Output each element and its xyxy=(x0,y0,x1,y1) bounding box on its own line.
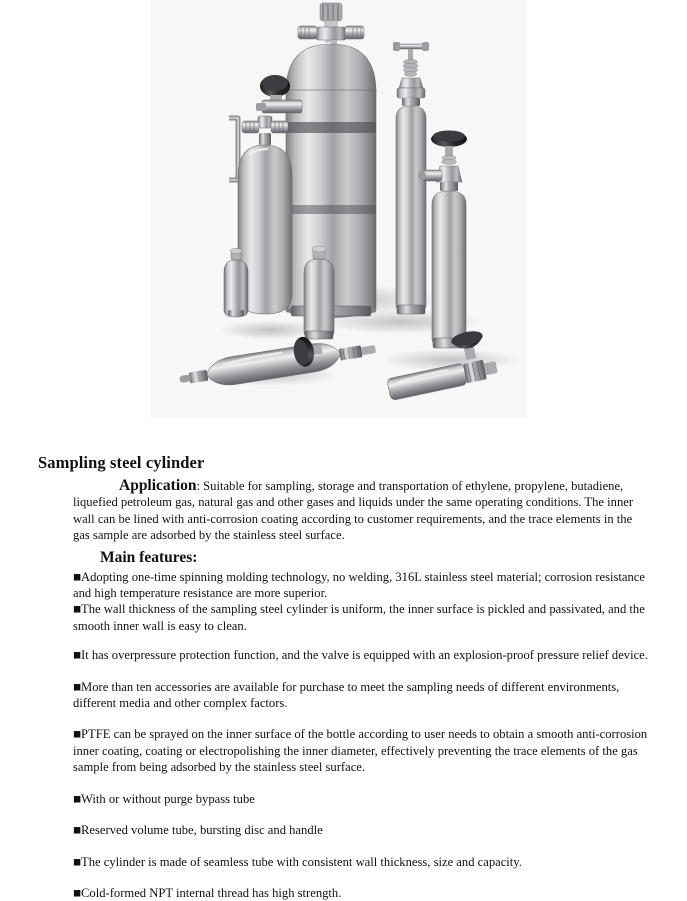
bullet-icon: ■ xyxy=(73,888,82,899)
feature-text: Reserved volume tube, bursting disc and handle xyxy=(81,823,323,838)
feature-text: The wall thickness of the sampling steel cylinder is uniform, the inner surface is pickled and passivated, and the smooth inner wall is easy to clean. xyxy=(73,602,645,633)
bullet-icon: ■ xyxy=(73,682,82,693)
feature-text: Adopting one-time spinning molding technology, no welding, 316L stainless steel material; corrosion resistance and high temperature resistance are more superior. xyxy=(73,569,645,601)
application-separator: : xyxy=(196,479,204,493)
application-paragraph xyxy=(0,478,687,544)
bullet-icon: ■ xyxy=(73,604,82,615)
feature-item-7 xyxy=(0,822,687,838)
feature-item-4 xyxy=(0,679,687,712)
feature-text: It has overpressure protection function, and the valve is equipped with an explosion-proof pressure relief device. xyxy=(81,648,648,663)
product-photo-illustration xyxy=(150,0,527,418)
bullet-icon: ■ xyxy=(73,825,82,836)
application-text: Suitable for sampling, storage and transportation of ethylene, propylene, butadiene, liquefied petroleum gas, natural gas and other gases and liquids under the same operating conditions. The inner wall can be lined with anti-corrosion coating according to customer requirements, and the trace elements in the gas sample are adsorbed by the stainless steel surface. xyxy=(73,479,634,543)
feature-item-6 xyxy=(0,791,687,807)
product-photo xyxy=(150,0,527,418)
feature-item-1 xyxy=(0,569,687,602)
feature-item-2 xyxy=(0,601,687,634)
bullet-icon: ■ xyxy=(73,572,82,583)
main-features-heading: Main features: xyxy=(100,548,198,566)
feature-text: With or without purge bypass tube xyxy=(81,791,255,806)
bullet-icon: ■ xyxy=(73,729,82,740)
bullet-icon: ■ xyxy=(73,857,82,867)
feature-text: The cylinder is made of seamless tube with consistent wall thickness, size and capacity. xyxy=(81,854,522,869)
feature-text: More than ten accessories are available for purchase to meet the sampling needs of different environments, different media and other complex factors. xyxy=(73,679,620,711)
page-title: Sampling steel cylinder xyxy=(38,453,205,472)
feature-text: PTFE can be sprayed on the inner surface of the bottle according to user needs to obtain a smooth anti-corrosion inner coating, coating or electropolishing the inner diameter, effectively preventing the trace elements of the gas sample from being adsorbed by the stainless steel surface. xyxy=(73,727,648,775)
feature-text: Cold-formed NPT internal thread has high strength. xyxy=(81,885,342,900)
document-body xyxy=(0,452,687,901)
feature-item-8 xyxy=(0,854,687,870)
feature-item-5 xyxy=(0,726,687,775)
application-heading: Application xyxy=(119,477,197,494)
bullet-icon: ■ xyxy=(73,794,82,805)
feature-item-9 xyxy=(0,885,687,901)
feature-item-3 xyxy=(0,647,687,663)
bullet-icon: ■ xyxy=(73,650,82,661)
